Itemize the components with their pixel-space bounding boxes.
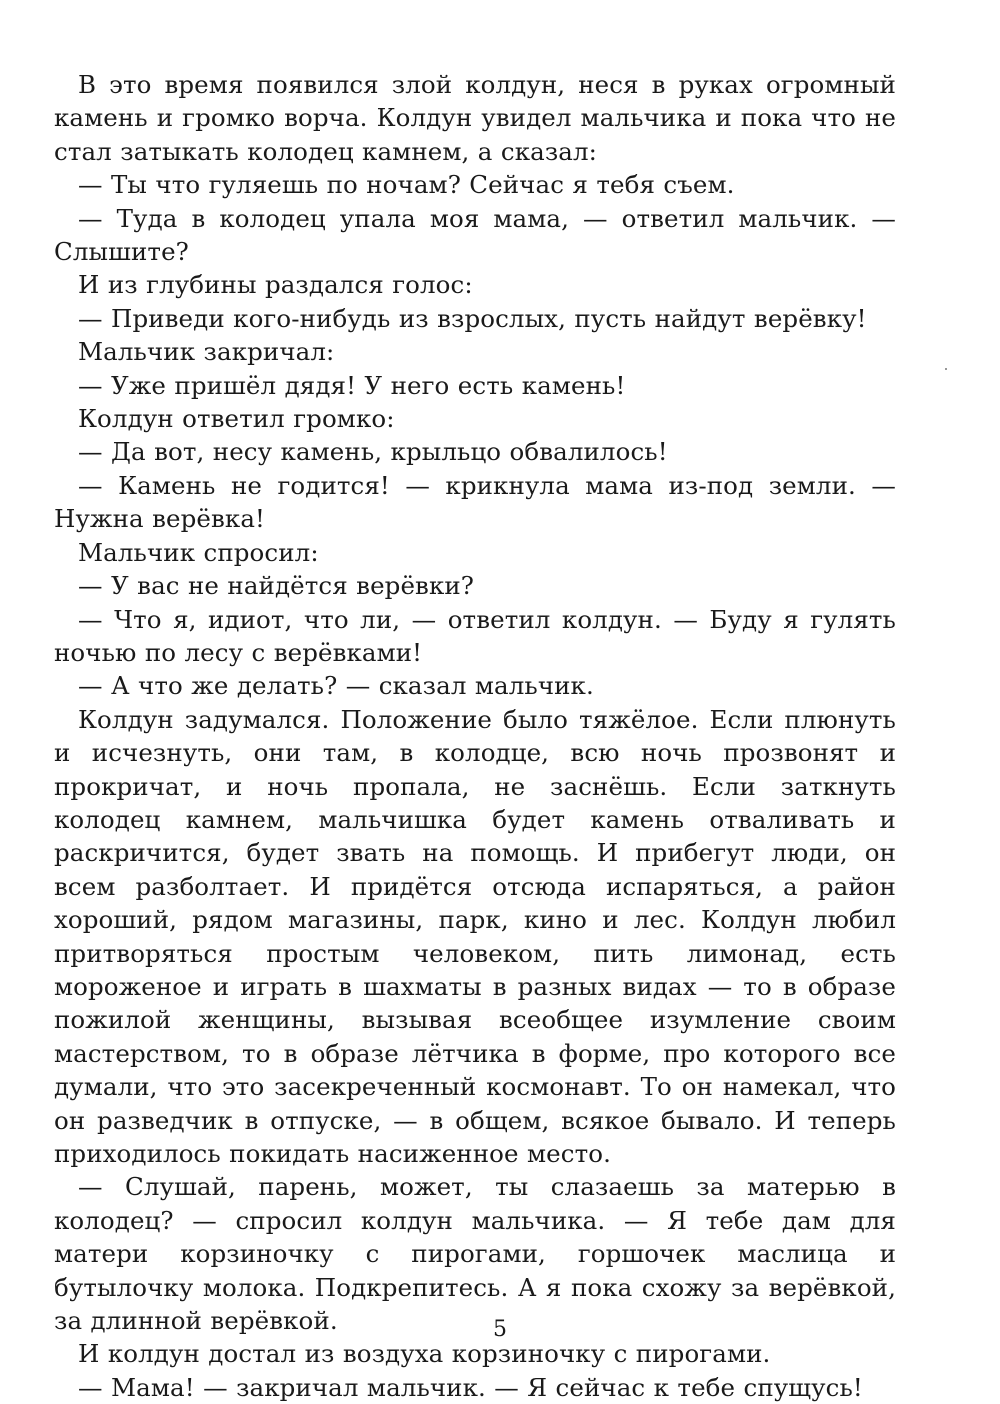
paragraph: — Уже пришёл дядя! У него есть камень! xyxy=(78,370,626,400)
paragraph: — Туда в колодец упала моя мама, — ответил мальчик. — Слышите? xyxy=(54,203,896,267)
paragraph: — Мама! — закричал мальчик. — Я сейчас к тебе спущусь! xyxy=(78,1372,863,1402)
paragraph: Колдун ответил громко: xyxy=(78,404,395,434)
paragraph: В это время появился злой колдун, неся в руках огромный камень и громко ворча. Колдун увидел мальчика и пока что не стал затыкать колодец камнем, а сказал: xyxy=(54,70,896,166)
paragraph: — Приведи кого-нибудь из взрослых, пусть найдут верёвку! xyxy=(78,303,867,333)
paragraph: — А что же делать? — сказал мальчик. xyxy=(78,671,594,701)
page-body xyxy=(54,68,896,1404)
paragraph: — Да вот, несу камень, крыльцо обвалилось! xyxy=(78,437,668,467)
paragraph: Мальчик закричал: xyxy=(78,337,335,367)
paragraph: — Что я, идиот, что ли, — ответил колдун. — Буду я гулять ночью по лесу с верёвками! xyxy=(54,604,896,667)
page-number: 5 xyxy=(493,1317,507,1342)
paragraph: — Камень не годится! — крикнула мама из-под земли. — Нужна верёвка! xyxy=(54,470,896,534)
paragraph: Колдун задумался. Положение было тяжёлое. Если плюнуть и исчезнуть, они там, в колодце, всю ночь прозвонят и прокричат, и ночь пропала, не заснёшь. Если заткнуть колодец камнем, мальчишка будет камень отваливать и раскричится, будет звать на помощь. И прибегут люди, он всем разболтает. И придётся отсюда испаряться, а район хороший, рядом магазины, парк, кино и лес. Колдун любил притворяться простым человеком, пить лимонад, есть мороженое и играть в шахматы в разных видах — то в образе пожилой женщины, вызывая всеобщее изумление своим мастерством, то в образе лётчика в форме, про которого все думали, что это засекреченный космонавт. То он намекал, что он разведчик в отпуске, — в общем, всякое бывало. И теперь приходилось покидать насиженное место. xyxy=(54,704,896,1168)
paragraph: — Ты что гуляешь по ночам? Сейчас я тебя съем. xyxy=(78,170,735,200)
paragraph: И колдун достал из воздуха корзиночку с пирогами. xyxy=(78,1339,771,1369)
paragraph: — Слушай, парень, может, ты слазаешь за матерью в колодец? — спросил колдун мальчика. — Я тебе дам для матери корзиночку с пирогами, горшочек маслица и бутылочку молока. Подкрепитесь. А я пока схожу за верёвкой, за длинной верёвкой. xyxy=(54,1172,896,1336)
paragraph: И из глубины раздался голос: xyxy=(78,270,473,300)
paragraph: Мальчик спросил: xyxy=(78,537,319,567)
scan-speck xyxy=(945,368,947,370)
paragraph: — У вас не найдётся верёвки? xyxy=(78,571,475,601)
